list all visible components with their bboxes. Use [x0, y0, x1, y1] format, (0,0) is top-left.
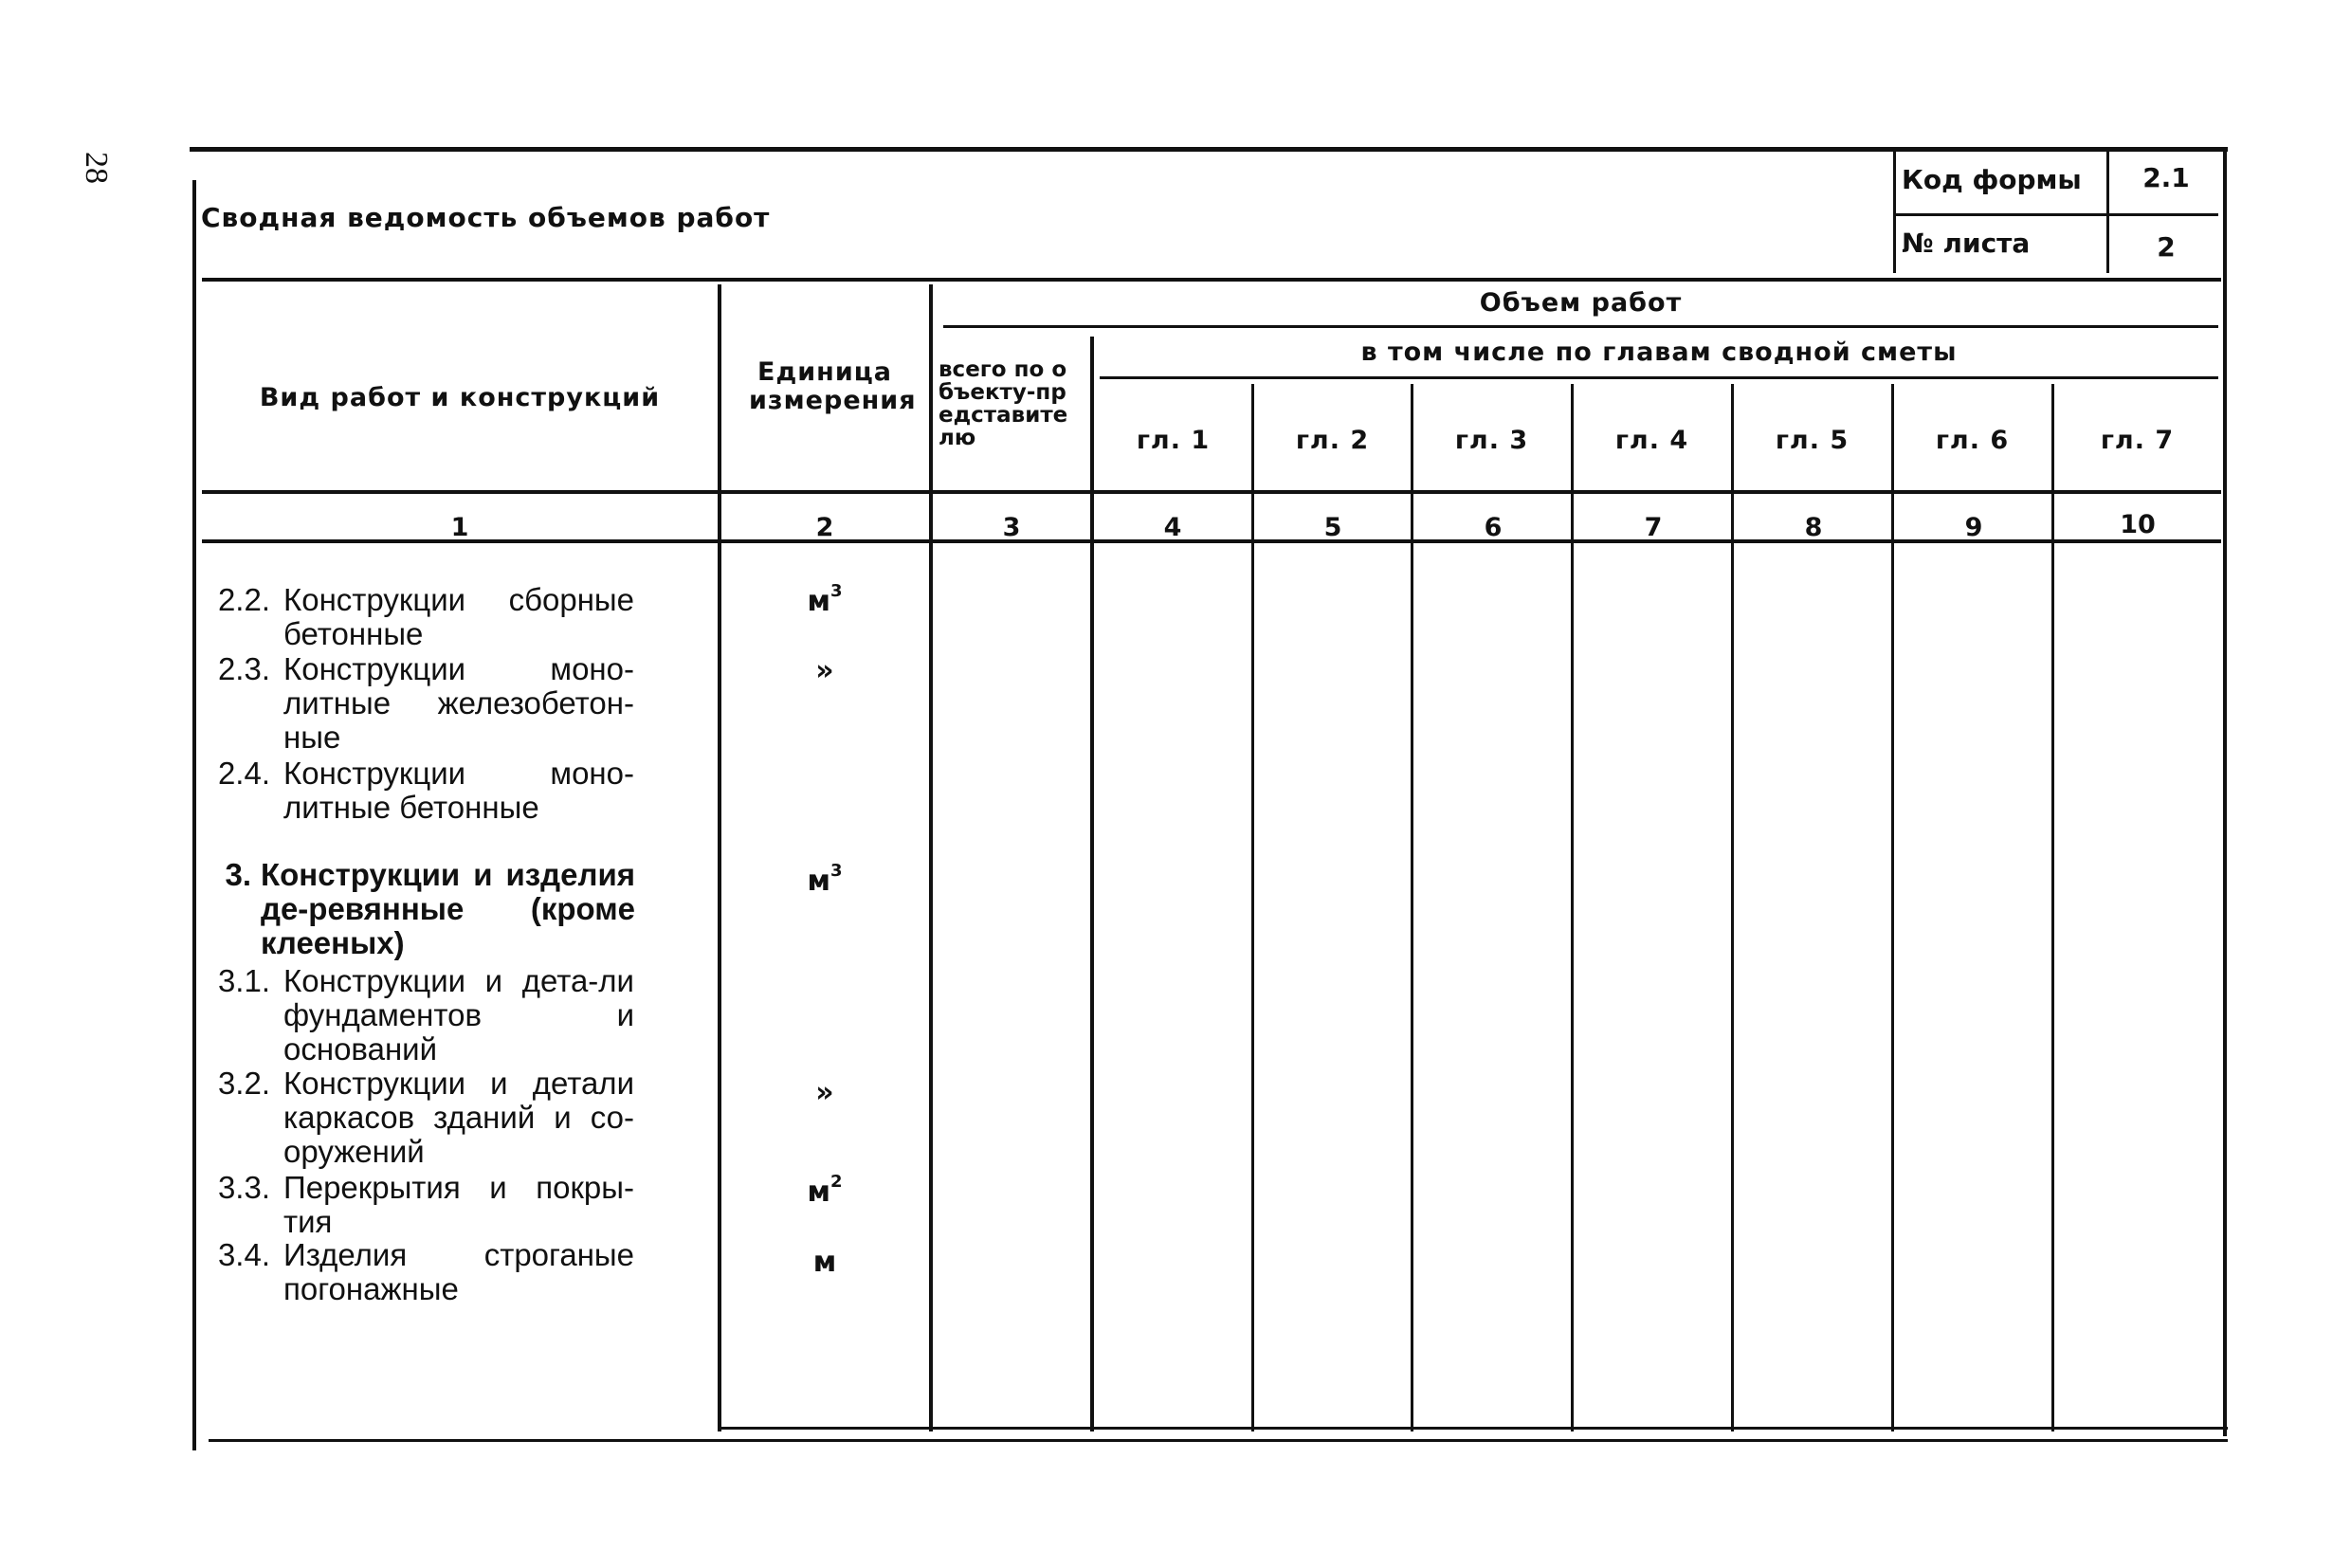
column-number: 8: [1804, 513, 1823, 542]
numbers-bottom-rule: [202, 539, 2221, 543]
form-code-value: 2.1: [2142, 162, 2190, 193]
form-code-label: Код формы: [1902, 164, 2082, 195]
header-total: всего по объекту-представителю: [939, 357, 1068, 450]
row-number: 3.2.: [217, 1066, 270, 1101]
col-rule-9: [2051, 384, 2054, 1431]
row-unit: $м^2$: [807, 1172, 843, 1209]
column-number: 5: [1323, 513, 1342, 542]
header-volume: Объем работ: [1479, 288, 1683, 318]
volume-underline: [943, 325, 2218, 328]
column-number: 6: [1484, 513, 1503, 542]
code-block-sep: [1896, 213, 2218, 216]
header-chapter-1: гл. 1: [1136, 426, 1211, 455]
row-unit: »: [815, 654, 834, 687]
header-chapter-4: гл. 4: [1614, 426, 1689, 455]
row-number: 2.4.: [217, 756, 270, 791]
row-text: Конструкции и изделия де-ревянные (кроме клееных): [261, 857, 635, 960]
header-work-type: Вид работ и конструкций: [259, 383, 661, 412]
row-text: Конструкции и детали каркасов зданий и со-оружений: [283, 1066, 634, 1169]
header-chapter-6: гл. 6: [1935, 426, 2010, 455]
col-rule-6: [1571, 384, 1574, 1431]
chapters-underline: [1100, 376, 2218, 379]
header-bottom-rule: [202, 490, 2221, 494]
col-rule-1: [718, 284, 721, 1431]
col-rule-3: [1090, 337, 1094, 1431]
header-chapter-5: гл. 5: [1775, 426, 1850, 455]
column-number: 9: [1964, 513, 1983, 542]
row-text: Изделия строганые погонажные: [283, 1237, 634, 1306]
row-unit: »: [815, 1076, 834, 1109]
top-border: [190, 147, 2228, 152]
row-number: 3.4.: [217, 1237, 270, 1272]
row-text: Перекрытия и покры-тия: [283, 1170, 634, 1239]
form-title: Сводная ведомость объемов работ: [201, 202, 771, 233]
col-rule-4: [1251, 384, 1254, 1431]
right-border: [2223, 147, 2227, 1436]
column-number: 7: [1644, 513, 1663, 542]
row-number: 2.2.: [217, 582, 270, 617]
row-text: Конструкции моно-литные бетонные: [283, 756, 634, 825]
row-number: 2.3.: [217, 651, 270, 686]
bottom-border: [209, 1439, 2228, 1442]
column-number: 2: [815, 513, 834, 542]
col-rule-7: [1731, 384, 1734, 1431]
column-number: 4: [1163, 513, 1182, 542]
row-unit: м: [812, 1246, 837, 1279]
header-chapters-group: в том числе по главам сводной сметы: [1360, 337, 1958, 367]
row-unit: $м^3$: [807, 861, 843, 898]
row-text: Конструкции и дета-ли фундаментов и оснований: [283, 963, 634, 1067]
code-block-left: [1893, 152, 1896, 273]
header-top-rule: [202, 278, 2221, 282]
header-chapter-2: гл. 2: [1295, 426, 1370, 455]
code-block-mid: [2106, 152, 2109, 273]
row-unit: $м^3$: [807, 581, 843, 618]
bottom-border-inner: [720, 1427, 2228, 1430]
row-number: 3.: [225, 857, 251, 892]
column-number: 3: [1002, 513, 1021, 542]
sheet-number-value: 2: [2157, 231, 2176, 263]
header-chapter-7: гл. 7: [2100, 426, 2175, 455]
page-number: 28: [79, 152, 114, 184]
row-number: 3.3.: [217, 1170, 270, 1205]
header-chapter-3: гл. 3: [1454, 426, 1529, 455]
column-number: 10: [2120, 510, 2156, 539]
row-text: Конструкции моно-литные железобетон-ные: [283, 651, 634, 755]
row-text: Конструкции сборные бетонные: [283, 582, 634, 651]
row-number: 3.1.: [217, 963, 270, 998]
header-unit: Единица измерения: [749, 357, 917, 415]
col-rule-2: [929, 284, 933, 1431]
column-number: 1: [450, 513, 469, 542]
col-rule-5: [1411, 384, 1413, 1431]
sheet-number-label: № листа: [1902, 228, 2031, 259]
col-rule-8: [1891, 384, 1894, 1431]
